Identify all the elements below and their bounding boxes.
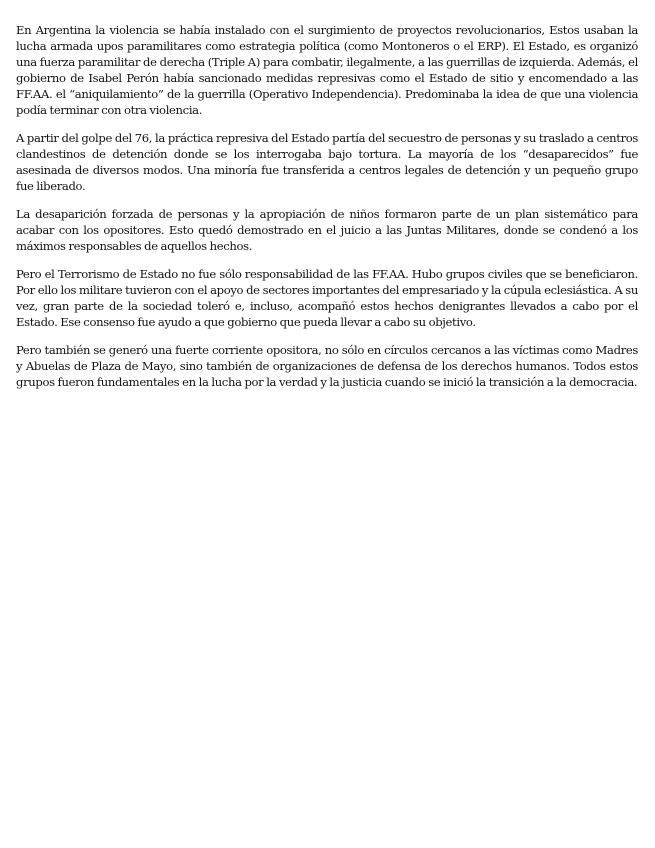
paragraph-corriente-opositora: Pero también se generó una fuerte corriente opositora, no sólo en círculos cercanos a las víctimas como Madres y Abuelas de Plaza de Mayo, sino también de organizaciones de defensa de los derechos humanos. Todos estos grupos fueron fundamentales en la lucha por la verdad y la justicia cuando se inició la transición a la democracia. bbox=[16, 343, 638, 389]
paragraph-plan-sistematico: La desaparición forzada de personas y la apropiación de niños formaron parte de un plan sistemático para acabar con los opositores. Esto quedó demostrado en el juicio a las Juntas Militares, donde se condenó a los máximos responsables de aquellos hechos. bbox=[16, 207, 638, 253]
paragraph-violencia-previa: En Argentina la violencia se había instalado con el surgimiento de proyectos revolucionarios, Estos usaban la lucha armada upos paramilitares como estrategia política (como Montoneros o el ERP). El Estado, es organizó una fuerza paramilitar de derecha (Triple A) para combatir, ilegalmente, a las guerrillas de izquierda. Además, el gobierno de Isabel Perón había sancionado medidas represivas como el Estado de sitio y encomendado a las FF.AA. el “aniquilamiento” de la guerrilla (Operativo Independencia). Predominaba la idea de que una violencia podía terminar con otra violencia. bbox=[16, 23, 638, 117]
paragraph-practica-represiva: A partir del golpe del 76, la práctica represiva del Estado partía del secuestro de personas y su traslado a centros clandestinos de detención donde se los interrogaba bajo tortura. La mayoría de los “desaparecidos” fue asesinada de diversos modos. Una minoría fue transferida a centros legales de detención y un pequeño grupo fue liberado. bbox=[16, 131, 638, 193]
paragraph-complicidad-civil: Pero el Terrorismo de Estado no fue sólo responsabilidad de las FF.AA. Hubo grupos civiles que se beneficiaron. Por ello los militare tuvieron con el apoyo de sectores importantes del empresariado y la cúpula eclesiástica. A su vez, gran parte de la sociedad toleró e, incluso, acompañó estos hechos denigrantes llevados a cabo por el Estado. Ese consenso fue ayudo a que gobierno que pueda llevar a cabo su objetivo. bbox=[16, 267, 638, 329]
document-body bbox=[16, 22, 638, 402]
